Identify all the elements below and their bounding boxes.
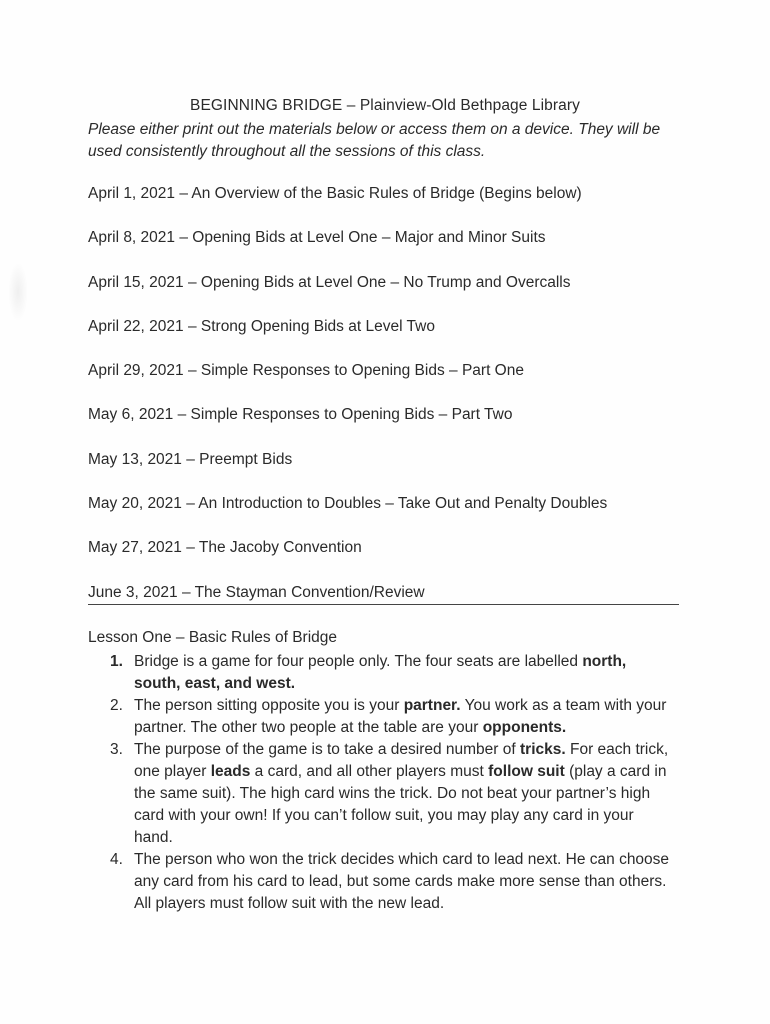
rules-list [110, 651, 670, 915]
rule-item [110, 695, 670, 739]
schedule-item: June 3, 2021 – The Stayman Convention/Review [88, 583, 425, 601]
rule-text [134, 851, 669, 912]
rule-text-run: Bridge is a game for four people only. The four seats are labelled [134, 653, 583, 670]
schedule-item: May 27, 2021 – The Jacoby Convention [88, 539, 362, 557]
document-title: BEGINNING BRIDGE – Plainview-Old Bethpage Library [190, 97, 580, 114]
rule-item [110, 849, 670, 915]
rule-number: 2. [110, 697, 123, 714]
schedule-item: May 6, 2021 – Simple Responses to Opening Bids – Part Two [88, 406, 513, 424]
rule-text [134, 697, 666, 736]
rule-number: 3. [110, 741, 123, 758]
rule-text-run: You work as a team with your partner. The other two people at the table are your [134, 697, 667, 736]
rule-bold-term: tricks. [520, 741, 566, 758]
schedule-item: April 1, 2021 – An Overview of the Basic Rules of Bridge (Begins below) [88, 185, 582, 202]
rule-text-run: (play a card in the same suit). The high card wins the trick. Do not beat your partner’s high card with your own! If you can’t follow suit, you may play any card in your hand. [134, 763, 667, 846]
rule-bold-term: opponents. [482, 719, 567, 736]
schedule-item: April 22, 2021 – Strong Opening Bids at Level Two [88, 317, 435, 335]
rule-text-run: a card, and all other players must [250, 763, 489, 780]
rule-text [134, 653, 626, 692]
rule-text-run: For each trick, one player [134, 741, 669, 780]
section-divider [88, 604, 679, 605]
rule-bold-term: partner. [403, 697, 461, 714]
lesson-title: Lesson One – Basic Rules of Bridge [88, 629, 337, 646]
rule-bold-term: leads [210, 763, 251, 780]
rule-text-run: The person who won the trick decides which card to lead next. He can choose any card from his card to lead, but some cards make more sense than others. All players must follow suit with the new lead. [134, 851, 670, 912]
rule-number: 4. [110, 851, 123, 868]
schedule-item: April 8, 2021 – Opening Bids at Level One – Major and Minor Suits [88, 229, 546, 247]
rule-text [134, 741, 668, 846]
class-schedule [88, 183, 688, 626]
schedule-item: May 13, 2021 – Preempt Bids [88, 450, 293, 468]
schedule-item: April 29, 2021 – Simple Responses to Opening Bids – Part One [88, 362, 524, 380]
rule-item [110, 651, 670, 695]
intro-text: Please either print out the materials below or access them on a device. They will be used consistently throughout all the sessions of this class. [88, 121, 661, 160]
schedule-item: April 15, 2021 – Opening Bids at Level One – No Trump and Overcalls [88, 273, 571, 291]
rule-text-run: The person sitting opposite you is your [134, 697, 404, 714]
rule-number: 1. [110, 653, 123, 670]
rule-bold-term: north, south, east, and west. [134, 653, 627, 692]
rule-bold-term: follow suit [488, 763, 565, 780]
rule-text-run: The purpose of the game is to take a desired number of [134, 741, 521, 758]
schedule-item: May 20, 2021 – An Introduction to Doubles – Take Out and Penalty Doubles [88, 495, 608, 513]
scan-smudge [8, 262, 28, 322]
rule-item [110, 739, 670, 849]
